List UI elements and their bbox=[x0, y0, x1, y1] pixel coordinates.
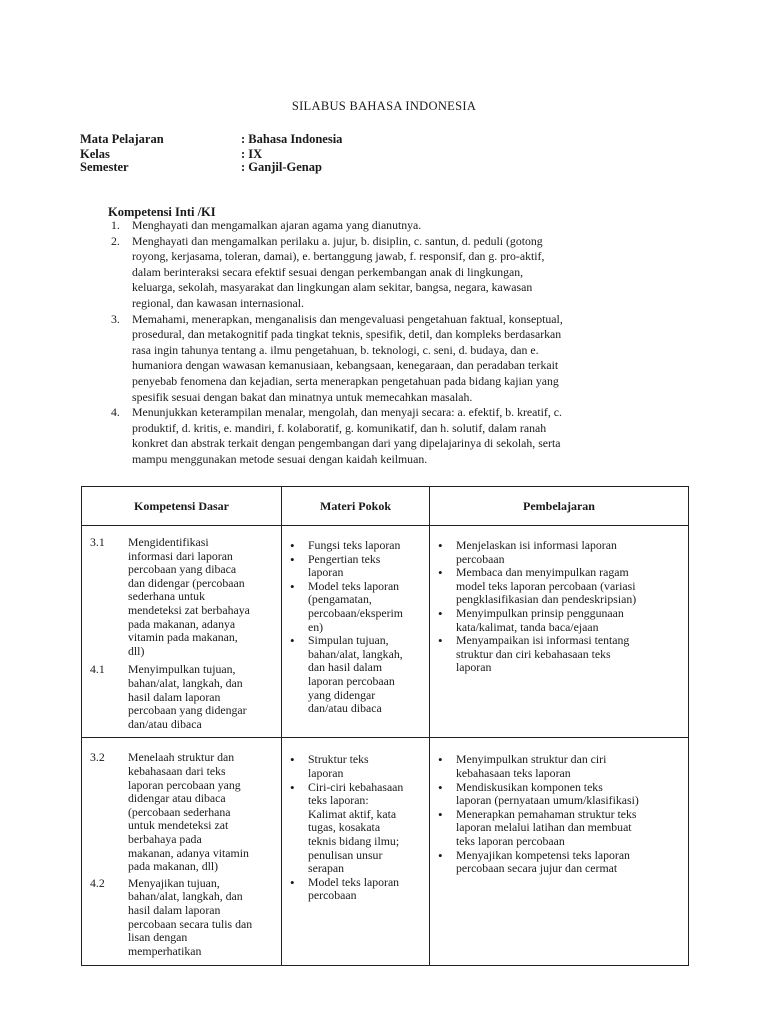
document-title: SILABUS BAHASA INDONESIA bbox=[291, 99, 477, 113]
pembelajaran-item: • Menyimpulkan struktur dan ciri kebahasaan teks laporan bbox=[430, 753, 688, 780]
kd-text: Menyimpulkan tujuan, bahan/alat, langkah, dan hasil dalam laporan percobaan yang didengar dan/atau dibaca bbox=[128, 662, 247, 731]
ki-item bbox=[111, 312, 641, 406]
kd-number: 3.2 bbox=[90, 750, 105, 765]
materi-list bbox=[282, 539, 429, 716]
ki-item-text: Memahami, menerapkan, menganalisis dan mengevaluasi pengetahuan faktual, konseptual, prosedural, dan metakognitif pada tingkat teknis, spesifik, detil, dan kompleks berdasarkan rasa ingin tahunya tentang a. ilmu pengetahuan, b. teknologi, c. seni, d. budaya, dan e. humaniora dengan wawasan kemanusiaan, kebangsaan, kenegaraan, dan peradaban terkait penyebab fenomena dan kejadian, serta menerapkan pengetahuan pada bidang kajian yang spesifik sesuai dengan bakat dan minatnya untuk memecahkan masalah. bbox=[132, 311, 563, 404]
materi-item: • Ciri-ciri kebahasaan teks laporan: Kalimat aktif, kata tugas, kosakata teknis bidang ilmu; penulisan unsur serapan bbox=[282, 781, 429, 876]
pembelajaran-item: • Menyajikan kompetensi teks laporan percobaan secara jujur dan cermat bbox=[430, 849, 688, 876]
table-row bbox=[82, 738, 689, 966]
meta-key: Mata Pelajaran bbox=[80, 132, 164, 146]
kd-item bbox=[82, 536, 281, 658]
kd-text: Mengidentifikasi informasi dari laporan percobaan yang dibaca dan didengar (percobaan sederhana untuk mendeteksi zat berbahaya pada makanan, adanya vitamin pada makanan, dll) bbox=[128, 535, 250, 658]
ki-item bbox=[111, 234, 641, 312]
materi-item: • Fungsi teks laporan bbox=[282, 539, 429, 553]
ki-list bbox=[111, 218, 641, 468]
ki-item-number: 4. bbox=[111, 405, 120, 420]
ki-item bbox=[111, 405, 641, 467]
ki-item-text: Menghayati dan mengamalkan perilaku a. jujur, b. disiplin, c. santun, d. peduli (gotong royong, kerjasama, toleran, damai), e. bertanggung jawab, f. responsif, dan g. pro-aktif, dalam berinteraksi secara efektif sesuai dengan perkembangan anak di lingkungan, keluarga, sekolah, masyarakat dan lingkungan alam sekitar, bangsa, negara, kawasan regional, dan kawasan internasional. bbox=[132, 233, 545, 310]
materi-list bbox=[282, 753, 429, 903]
pembelajaran-item: • Membaca dan menyimpulkan ragam model teks laporan percobaan (variasi pengklasifikasian dan pendeskripsian) bbox=[430, 566, 688, 607]
kd-number: 4.2 bbox=[90, 875, 105, 890]
ki-item-text: Menghayati dan mengamalkan ajaran agama yang dianutnya. bbox=[132, 218, 422, 232]
meta-value: : IX bbox=[241, 147, 263, 161]
pembelajaran-item: • Mendiskusikan komponen teks laporan (pernyataan umum/klasifikasi) bbox=[430, 781, 688, 808]
ki-item-number: 1. bbox=[111, 218, 120, 232]
meta-value: : Ganjil-Genap bbox=[241, 160, 322, 174]
materi-item: • Simpulan tujuan, bahan/alat, langkah, dan hasil dalam laporan percobaan yang didengar dan/atau dibaca bbox=[282, 634, 429, 716]
ki-item-number: 2. bbox=[111, 233, 120, 248]
kd-text: Menelaah struktur dan kebahasaan dari teks laporan percobaan yang didengar atau dibaca (percobaan sederhana untuk mendeteksi zat berbahaya pada makanan, adanya vitamin pada makanan, dll) bbox=[128, 750, 249, 874]
ki-item bbox=[111, 218, 641, 234]
meta-key: Kelas bbox=[80, 147, 110, 161]
materi-item: • Model teks laporan (pengamatan, percobaan/eksperim en) bbox=[282, 580, 429, 634]
pembelajaran-cell bbox=[430, 738, 689, 966]
meta-key: Semester bbox=[80, 160, 129, 174]
kd-item bbox=[82, 877, 281, 959]
materi-pokok-cell bbox=[282, 738, 430, 966]
kd-text: Menyajikan tujuan, bahan/alat, langkah, dan hasil dalam laporan percobaan secara tulis dan lisan dengan memperhatikan bbox=[128, 875, 253, 958]
ki-item-number: 3. bbox=[111, 311, 120, 326]
pembelajaran-item: • Menerapkan pemahaman struktur teks laporan melalui latihan dan membuat teks laporan percobaan bbox=[430, 808, 688, 849]
pembelajaran-item: • Menjelaskan isi informasi laporan percobaan bbox=[430, 539, 688, 566]
kd-item bbox=[82, 751, 281, 873]
header-materi-pokok: Materi Pokok bbox=[282, 487, 430, 526]
kompetensi-dasar-cell bbox=[82, 738, 282, 966]
table-row bbox=[82, 526, 689, 738]
pembelajaran-cell bbox=[430, 526, 689, 738]
ki-heading: Kompetensi Inti /KI bbox=[108, 205, 216, 219]
ki-item-text: Menunjukkan keterampilan menalar, mengolah, dan menyaji secara: a. efektif, b. kreatif, c. produktif, d. kritis, e. mandiri, f. kolaboratif, g. komunikatif, dan h. solutif, dalam ranah konkret dan abstrak terkait dengan pengembangan dari yang dipelajarinya di sekolah, serta mampu menggunakan metode sesuai dengan kaidah keilmuan. bbox=[132, 405, 562, 466]
meta-value: : Bahasa Indonesia bbox=[241, 132, 343, 146]
kompetensi-dasar-cell bbox=[82, 526, 282, 738]
pembelajaran-list bbox=[430, 539, 688, 675]
header-pembelajaran: Pembelajaran bbox=[430, 487, 689, 526]
pembelajaran-item: • Menyampaikan isi informasi tentang struktur dan ciri kebahasaan teks laporan bbox=[430, 634, 688, 675]
header-kompetensi-dasar: Kompetensi Dasar bbox=[82, 487, 282, 526]
pembelajaran-item: • Menyimpulkan prinsip penggunaan kata/kalimat, tanda baca/ejaan bbox=[430, 607, 688, 634]
syllabus-table bbox=[81, 486, 689, 966]
materi-item: • Pengertian teks laporan bbox=[282, 553, 429, 580]
pembelajaran-list bbox=[430, 753, 688, 875]
materi-item: • Model teks laporan percobaan bbox=[282, 876, 429, 903]
kd-number: 3.1 bbox=[90, 535, 105, 549]
kd-number: 4.1 bbox=[90, 662, 105, 677]
materi-item: • Struktur teks laporan bbox=[282, 753, 429, 780]
materi-pokok-cell bbox=[282, 526, 430, 738]
kd-item bbox=[82, 663, 281, 731]
table-header-row bbox=[82, 487, 689, 526]
